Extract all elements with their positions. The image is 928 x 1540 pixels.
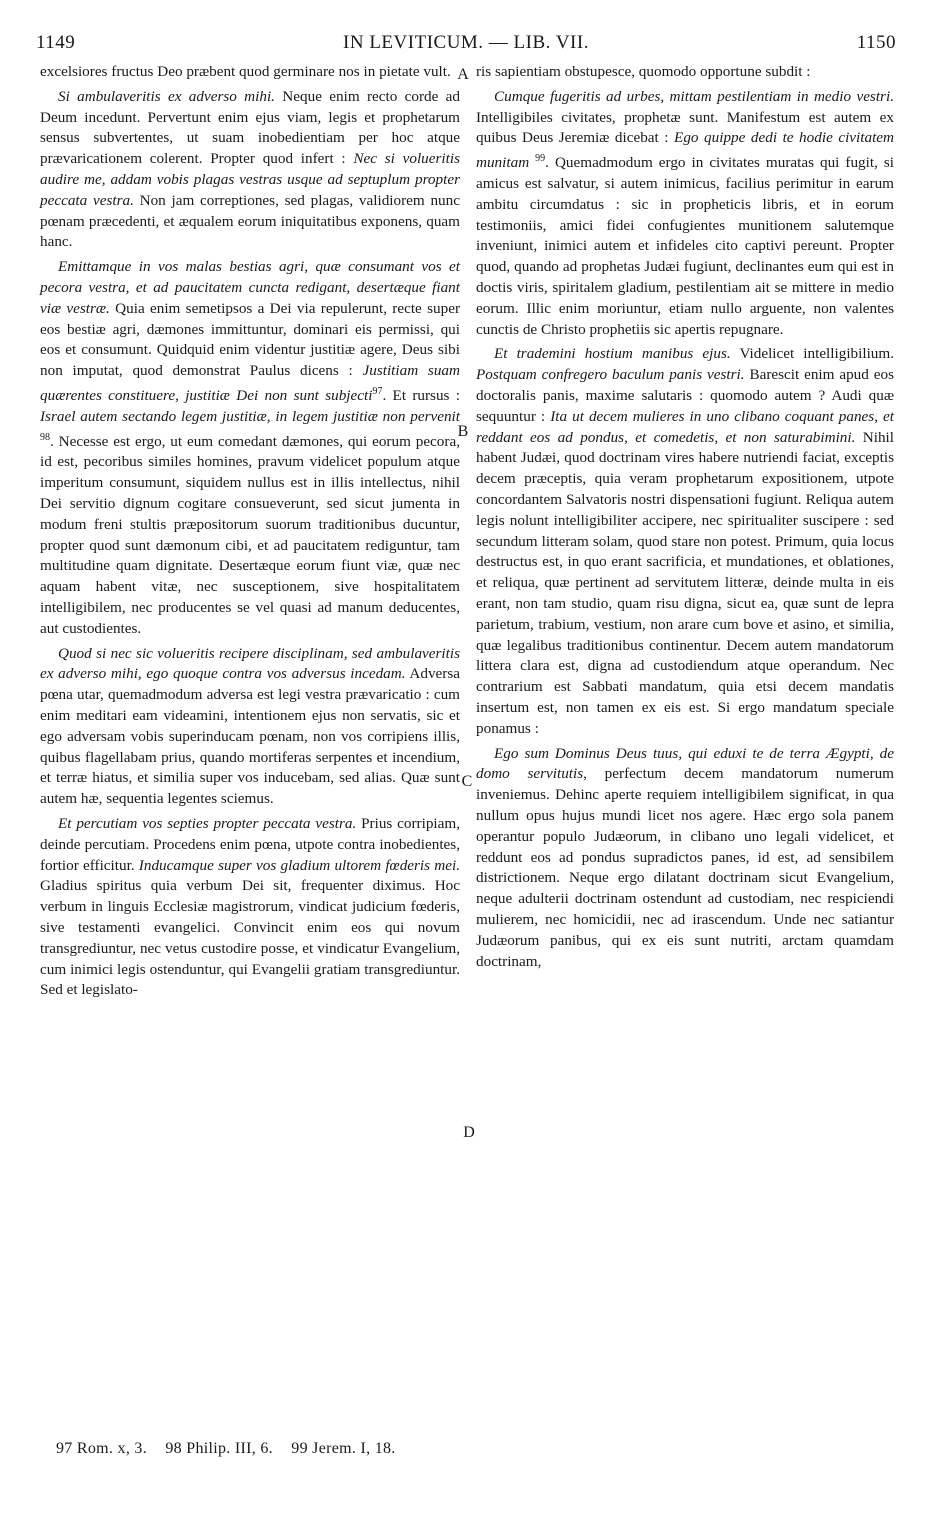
paragraph: Quod si nec sic volueritis recipere disciplinam, sed ambulaveritis ex adverso mihi, ego quoque contra vos adversus incedam. Adversa pœna utar, quemadmodum adversa est legi vestra prævaricatio : cum enim meditari eam videamini, intentionem ejus non servatis, sic et ego adversam vobis superinducam pœnam, non vos corripiens illis, quibus flagellabam prius, quando mortiferas serpentes et incendium, et terræ hiatus, et similia super vos inducebam, sed alias. Quæ sunt autem hæ, sequentia legentes sciemus. — [40, 644, 460, 808]
margin-letter-c: C — [461, 773, 473, 790]
footnote: 97 Rom. x, 3. — [56, 1440, 148, 1457]
margin-letter-a: A — [457, 66, 469, 83]
margin-letter-d: D — [463, 1124, 475, 1141]
page-number-left: 1149 — [36, 32, 76, 53]
paragraph: Si ambulaveritis ex adverso mihi. Neque enim recto corde ad Deum incedunt. Pervertunt enim ejus viam, legis et prophetarum sensus subvertentes, ut suam inobedientiam per hoc atque prævaricationem colerent. Propter quod infert : Nec si volueritis audire me, addam vobis plagas vestras usque ad septuplum propter peccata vestra. Non jam correptiones, sed plagas, validiorem nunc pœnam præcedenti, et æqualem eorum iniquitatibus exponens, quam hanc. — [40, 87, 461, 251]
margin-letter-b: B — [457, 423, 469, 440]
running-header — [36, 32, 896, 56]
right-column — [476, 62, 894, 976]
paragraph: Ego sum Dominus Deus tuus, qui eduxi te de terra Ægypti, de domo servitutis, perfectum decem mandatorum numerum inveniemus. Dehinc aperte requiem intelligibilem significat, in qua nullum opus hujus mundi licet nos agere. Hæc ergo sola panem operantur populo Judæorum, in clibano uno legali videlicet, et reddunt eos ad pondus supradictos panes, id est, ad sensibilem districtionem. Neque ergo dilatant doctrinam sicut Evangelium, neque adulterii doctrinam ostendunt ad custodiam, nec respiciendi mulierem, nec homicidii, nec ad irascendum. Unde nec satiantur Judæorum panibus, qui ex eis sunt nutriti, arctam quamdam doctrinam, — [476, 744, 894, 970]
footnote: 98 Philip. III, 6. — [165, 1440, 273, 1457]
page-number-right: 1150 — [856, 32, 896, 53]
footnote-ref: 97 — [372, 385, 383, 397]
footnote-ref: 98 — [40, 431, 50, 443]
footnotes — [56, 1440, 410, 1458]
paragraph: ris sapientiam obstupesce, quomodo opportune subdit : — [476, 63, 811, 80]
paragraph: Cumque fugeritis ad urbes, mittam pestilentiam in medio vestri. Intelligibiles civitates, prophetæ sunt. Manifestum est autem ex quibus Deus Jeremiæ dicebat : Ego quippe dedi te hodie civitatem munitam $^{99}$. Quemadmodum ergo in civitates muratas qui fugit, si amicus est salvatur, si autem inimicus, facilius perimitur in earum ambitu circumdatus : sic in propheticis libris, et in eorum testimoniis, amici fidei confugientes munitionem salutemque inveniunt, inimici autem et infideles cito captivi pereunt. Propter quod, quando ad prophetas Judæi fugiunt, declinantes eum qui est in doctis viris, spiritalem gladium, pestilentiam ait se mittere in medio eorum. Illic enim moriuntur, etiam nullo arguente, non valentes cunctis de Christo prophetiis sic apertis repugnare. — [476, 87, 894, 338]
paragraph: Et percutiam vos septies propter peccata vestra. Prius corripiam, deinde percutiam. Procedens enim pœna, utpote contra inobedientes, fortior efficitur. Inducamque super vos gladium ultorem fœderis mei. Gladius spiritus quia verbum Dei sit, frequenter diximus. Hoc verbum in linguis Ecclesiæ magistrorum, vindicat judicium fœderis, sive testamenti evangelici. Convincit enim eos qui novum transgrediuntur, nec vetus custodire posse, et vindicatur Evangelium, cum inimici legis ostenduntur, qui Evangelii gratiam transgrediuntur. Sed et legislato- — [40, 815, 461, 999]
running-title: IN LEVITICUM. — LIB. VII. — [343, 32, 589, 53]
paragraph: excelsiores fructus Deo præbent quod germinare nos in pietate vult. — [40, 63, 451, 80]
left-column — [40, 62, 460, 1005]
footnote: 99 Jerem. I, 18. — [291, 1440, 396, 1457]
paragraph: Et trademini hostium manibus ejus. Videlicet intelligibilium. Postquam confregero baculum panis vestri. Barescit enim apud eos doctoralis panis, maxime salutaris : quomodo autem ? Audi quæ sequuntur : Ita ut decem mulieres in uno clibano coquant panes, et reddant eos ad pondus, et comedetis, et non saturabimini. Nihil habent Judæi, quod doctrinam vires habere nutriendi faciat, exceptis decem præceptis, quia veram prophetarum expositionem, utpote concordantem Salvatoris nostri dispensationi fugiunt. Reliqua autem legis nolunt intelligibiliter accipere, nec spiritualiter suscipere : sed secundum litteram solam, quod stare non potest. Primum, quia locus destructus est, in quo erant sacrificia, et mundationes, et oblationes, et reliqua, quæ pertinent ad servitutem litteræ, deinde multa in eis erant, non tam studio, quam risu digna, sicut ea, quæ sunt de lepra parietum, trabium, vestium, non arare cum bove et asino, et similia, quæ legalibus traditionibus continentur. Decem autem mandatorum littera clara est, digna ad custodiendum atque operandum. Nec contrarium est Sabbati mandatum, quia etsi decem mandatis insertum est, non tamen ex eis est. Si ergo mandatum speciale ponamus : — [476, 345, 894, 737]
footnote-ref: 99 — [535, 153, 546, 165]
paragraph: Emittamque in vos malas bestias agri, quæ consumant vos et pecora vestra, et ad paucitatem cuncta redigant, desertæque fiant viæ vestræ. Quia enim semetipsos a Dei via repulerunt, recte super eos bestiæ agri, dæmones immittuntur, dominari eis permissi, qui eos et consumunt. Quidquid enim videntur justitiæ agere, Deus sibi non imputat, quod demonstrat Paulus dicens : Justitiam suam quærentes constituere, justitiæ Dei non sunt subjecti$^{97}$. Et rursus : Israel autem sectando legem justitiæ, in legem justitiæ non pervenit $^{98}$. Necesse est ergo, ut eum comedant dæmones, qui eorum pecora, id est, pecoribus similes homines, pravum videlicet populum atque imperitum consumunt, siquidem nullus est in illis intellectus, nihil Dei servitio dignum cogitare consueverunt, sed sicut jumenta in modum freni stultis præpositorum suorum traditionibus ducuntur, propter quod sunt dæmonum cibi, et ad paucitatem rediguntur, tam multitudine quam dignitate. Desertæque eorum fiunt viæ, quæ nec aquam habent vitæ, nec susceptionem, sive hospitalitatem intelligibilem, nec producentes se vel quasi ad manum deducentes, aut custodientes. — [40, 258, 461, 637]
